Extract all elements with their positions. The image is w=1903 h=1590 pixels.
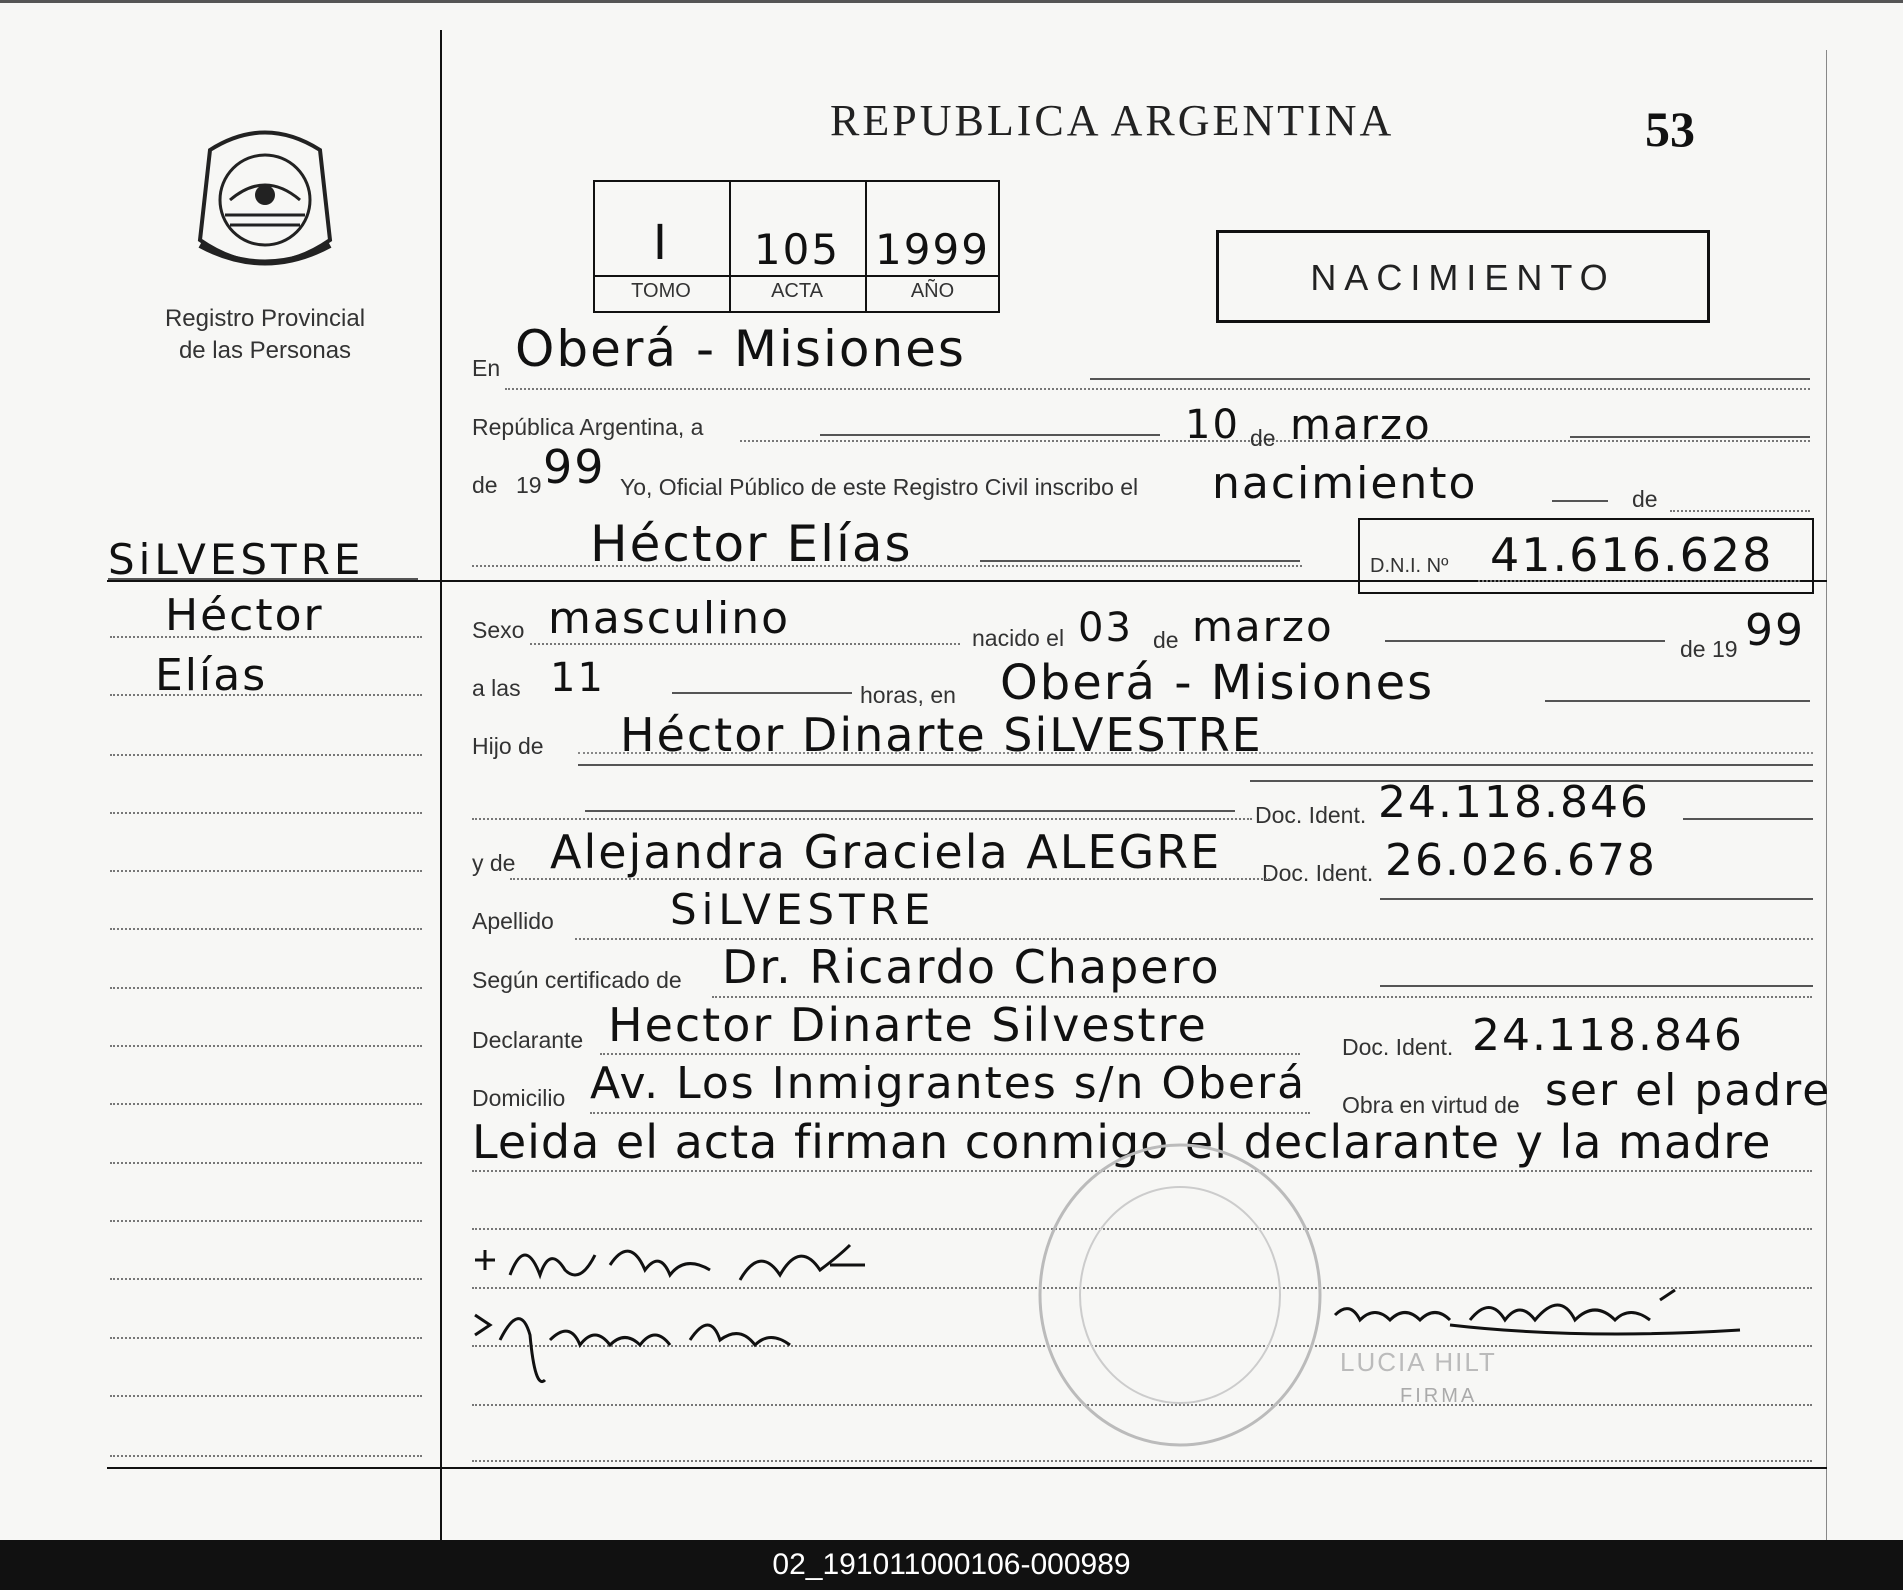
page-number: 53 (1645, 101, 1695, 157)
de-year-label: de (472, 472, 498, 498)
declarant-signature (470, 1225, 910, 1305)
alas-label: a las (472, 675, 521, 701)
birth-month: marzo (1192, 602, 1334, 651)
seal-emblem-icon (190, 120, 340, 280)
birth-year: 99 (1745, 605, 1805, 656)
margin-line (110, 1337, 422, 1339)
registry-name-line1: Registro Provincial (164, 305, 366, 332)
birth-place-fill-line (1545, 700, 1810, 702)
margin-given-1: Héctor (165, 590, 324, 641)
doc-label-1: Doc. Ident. (1255, 802, 1367, 828)
tomo-value: I (652, 215, 670, 271)
dni-label: D.N.I. Nº (1370, 555, 1449, 577)
record-type: NACIMIENTO (1310, 257, 1616, 298)
blank-line (472, 1460, 1812, 1462)
declarant-doc: 24.118.846 (1472, 1010, 1744, 1061)
de-label-1: de (1250, 425, 1276, 451)
surname-value: SiLVESTRE (670, 885, 936, 934)
year-prefix: 19 (516, 472, 542, 498)
tomo-label: TOMO (631, 280, 691, 302)
birth-day: 03 (1078, 605, 1133, 651)
country-title: REPUBLICA ARGENTINA (830, 96, 1395, 145)
doc-label-2: Doc. Ident. (1262, 860, 1374, 886)
mother-dotted-line (510, 878, 1270, 880)
margin-line (110, 1395, 422, 1397)
declarante-dotted-line (600, 1053, 1300, 1055)
provincial-seal (190, 120, 340, 280)
signature-scribble-icon (470, 1300, 830, 1400)
de-label-2: de (1632, 486, 1658, 512)
father-doc: 24.118.846 (1378, 777, 1650, 828)
registration-day: 10 (1185, 402, 1240, 448)
act-type: nacimiento (1212, 458, 1478, 509)
sexo-label: Sexo (472, 617, 525, 643)
registration-month: marzo (1290, 400, 1432, 449)
mother-signature (470, 1300, 830, 1400)
father-doc-fill-line (585, 810, 1235, 812)
birth-hour: 11 (550, 655, 605, 701)
en-label: En (472, 355, 501, 381)
de-label-3: de (1153, 627, 1179, 653)
hour-fill-line (672, 692, 852, 694)
en-dotted-line (505, 388, 1810, 390)
margin-line (110, 694, 422, 696)
margin-line (110, 870, 422, 872)
child-name: Héctor Elías (590, 515, 913, 573)
acta-label: ACTA (771, 280, 823, 302)
margin-line (110, 1045, 422, 1047)
apellido-label: Apellido (472, 908, 554, 934)
act-fill-line (1552, 500, 1608, 502)
de19-label: de 19 (1680, 636, 1738, 662)
margin-line (110, 1278, 422, 1280)
sex-value: masculino (548, 593, 791, 644)
declarant-name: Hector Dinarte Silvestre (608, 998, 1208, 1052)
capacity-value: ser el padre (1545, 1065, 1832, 1116)
hijo-label: Hijo de (472, 733, 544, 759)
official-stamp (1030, 1135, 1330, 1455)
father-name: Héctor Dinarte SiLVESTRE (620, 708, 1263, 762)
date-fill-line-1 (820, 434, 1160, 436)
registration-year: 99 (543, 440, 606, 494)
name-fill-line (980, 560, 1300, 562)
anio-value: 1999 (875, 225, 990, 274)
sexo-dotted-line (530, 643, 960, 645)
act-dotted-line (1670, 510, 1810, 512)
margin-line (110, 928, 422, 930)
anio-label: AÑO (910, 280, 955, 302)
margin-line (110, 812, 422, 814)
right-border (1826, 50, 1827, 1540)
en-fill-line (1090, 378, 1810, 380)
margin-divider (440, 30, 442, 1540)
mother-doc: 26.026.678 (1385, 835, 1657, 886)
stamp-name: LUCIA HILT (1340, 1347, 1497, 1377)
mother-fill-line (1380, 898, 1813, 900)
republica-label: República Argentina, a (472, 414, 704, 440)
bottom-divider (107, 1467, 1827, 1469)
margin-line (110, 1103, 422, 1105)
closing-statement: Leida el acta firman conmigo el declarante y la madre (472, 1115, 1772, 1169)
margin-line (110, 754, 422, 756)
certifying-doctor: Dr. Ricardo Chapero (722, 940, 1221, 994)
father-doc-dotted-line (472, 818, 1252, 820)
top-edge (0, 0, 1903, 3)
date-fill-line-2 (1570, 436, 1810, 438)
segun-fill-line (1380, 985, 1813, 987)
margin-surname-line (108, 578, 418, 580)
table-label-divider (593, 275, 1000, 277)
address-value: Av. Los Inmigrantes s/n Oberá (590, 1058, 1307, 1109)
registration-place: Oberá - Misiones (515, 320, 966, 378)
doc-label-3: Doc. Ident. (1342, 1034, 1454, 1060)
segun-label: Según certificado de (472, 967, 682, 993)
margin-line (110, 636, 422, 638)
domicilio-label: Domicilio (472, 1085, 566, 1111)
dni-value: 41.616.628 (1490, 528, 1774, 582)
image-id-footer: 02_191011000106-000989 (0, 1540, 1903, 1590)
margin-line (110, 1162, 422, 1164)
nacido-label: nacido el (972, 625, 1065, 651)
oficial-statement: Yo, Oficial Público de este Registro Civil inscribo el (620, 474, 1139, 500)
mother-name: Alejandra Graciela ALEGRE (550, 825, 1222, 879)
father-dotted-line (578, 752, 1813, 754)
margin-given-2: Elías (155, 650, 268, 701)
margin-line (110, 1455, 422, 1457)
yde-label: y de (472, 850, 516, 876)
birth-fill-line (1385, 640, 1665, 642)
acta-value: 105 (753, 225, 841, 274)
horas-label: horas, en (860, 682, 956, 708)
record-type-box (1216, 230, 1710, 323)
stamp-circle-icon (1030, 1135, 1330, 1455)
birth-place: Oberá - Misiones (1000, 655, 1435, 711)
dni-dotted-line (1478, 580, 1800, 582)
domicilio-dotted-line (590, 1112, 1310, 1114)
obra-label: Obra en virtud de (1342, 1092, 1520, 1118)
registry-name-line2: de las Personas (178, 337, 352, 364)
declarante-label: Declarante (472, 1027, 584, 1053)
signature-scribble-icon (470, 1225, 910, 1305)
father-doc-top-line (1250, 780, 1813, 782)
margin-surname: SiLVESTRE (108, 535, 365, 584)
stamp-role: FIRMA (1400, 1385, 1478, 1407)
father-fill-line (578, 764, 1813, 766)
margin-line (110, 1220, 422, 1222)
margin-line (110, 987, 422, 989)
father-doc-fill-line-2 (1683, 818, 1813, 820)
